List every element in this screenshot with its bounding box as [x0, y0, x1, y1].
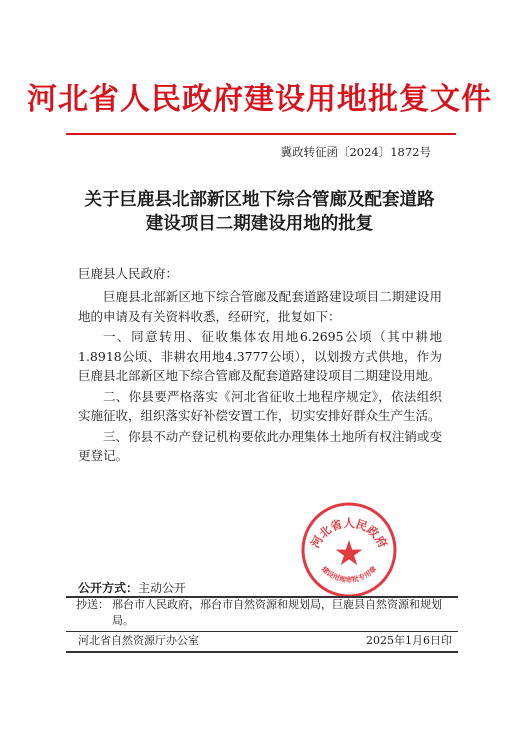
disclosure-method [78, 580, 186, 596]
disclosure-value: 主动公开 [138, 581, 187, 595]
divider-middle [66, 631, 458, 632]
header-title: 河北省人民政府建设用地批复文件 [27, 82, 492, 117]
seal-top-text: 河北省人民政府 [307, 516, 391, 551]
cc-text: 邢台市人民政府，邢台市自然资源和规划局，巨鹿县自然资源和规划局。 [112, 598, 442, 627]
cc-label: 抄送： [76, 598, 109, 611]
document-number: 冀政转征函〔2024〕1872号 [280, 145, 431, 159]
red-divider [66, 133, 456, 135]
document-title-line-2: 建设项目二期建设用地的批复 [145, 214, 374, 234]
footer [78, 633, 452, 649]
paragraph-1: 巨鹿县北部新区地下综合管廊及配套道路建设项目二期建设用地的申请及有关资料收悉，经研究，批复如下： [78, 289, 442, 324]
seal-star-icon [336, 540, 363, 565]
seal-bottom-text: 建设用地审批专用章 [319, 564, 379, 585]
paragraph-2: 一、同意转用、征收集体农用地6.2695公顷（其中耕地1.8918公顷、非耕农用地4.3777公顷），以划拨方式供地，作为巨鹿县北部新区地下综合管廊及配套道路建设项目二期建设用地。 [78, 329, 442, 383]
salutation: 巨鹿县人民政府： [78, 266, 179, 281]
paragraph-3: 二、你县要严格落实《河北省征收土地程序规定》，依法组织实施征收，组织落实好补偿安置工作，切实安排好群众生产生活。 [78, 388, 442, 423]
official-seal [299, 500, 399, 600]
document-title [0, 188, 519, 236]
print-date: 2025年1月6日印 [366, 634, 452, 647]
cc-block [76, 597, 456, 629]
paragraph-4: 三、你县不动产登记机构要依此办理集体土地所有权注销或变更登记。 [78, 428, 442, 463]
issuer: 河北省自然资源厅办公室 [78, 634, 199, 647]
divider-bottom [66, 651, 458, 653]
document-title-line-1: 关于巨鹿县北部新区地下综合管廊及配套道路 [84, 190, 435, 210]
body-text [78, 287, 442, 467]
disclosure-label: 公开方式： [78, 581, 139, 595]
svg-text:建设用地审批专用章 [319, 564, 378, 585]
